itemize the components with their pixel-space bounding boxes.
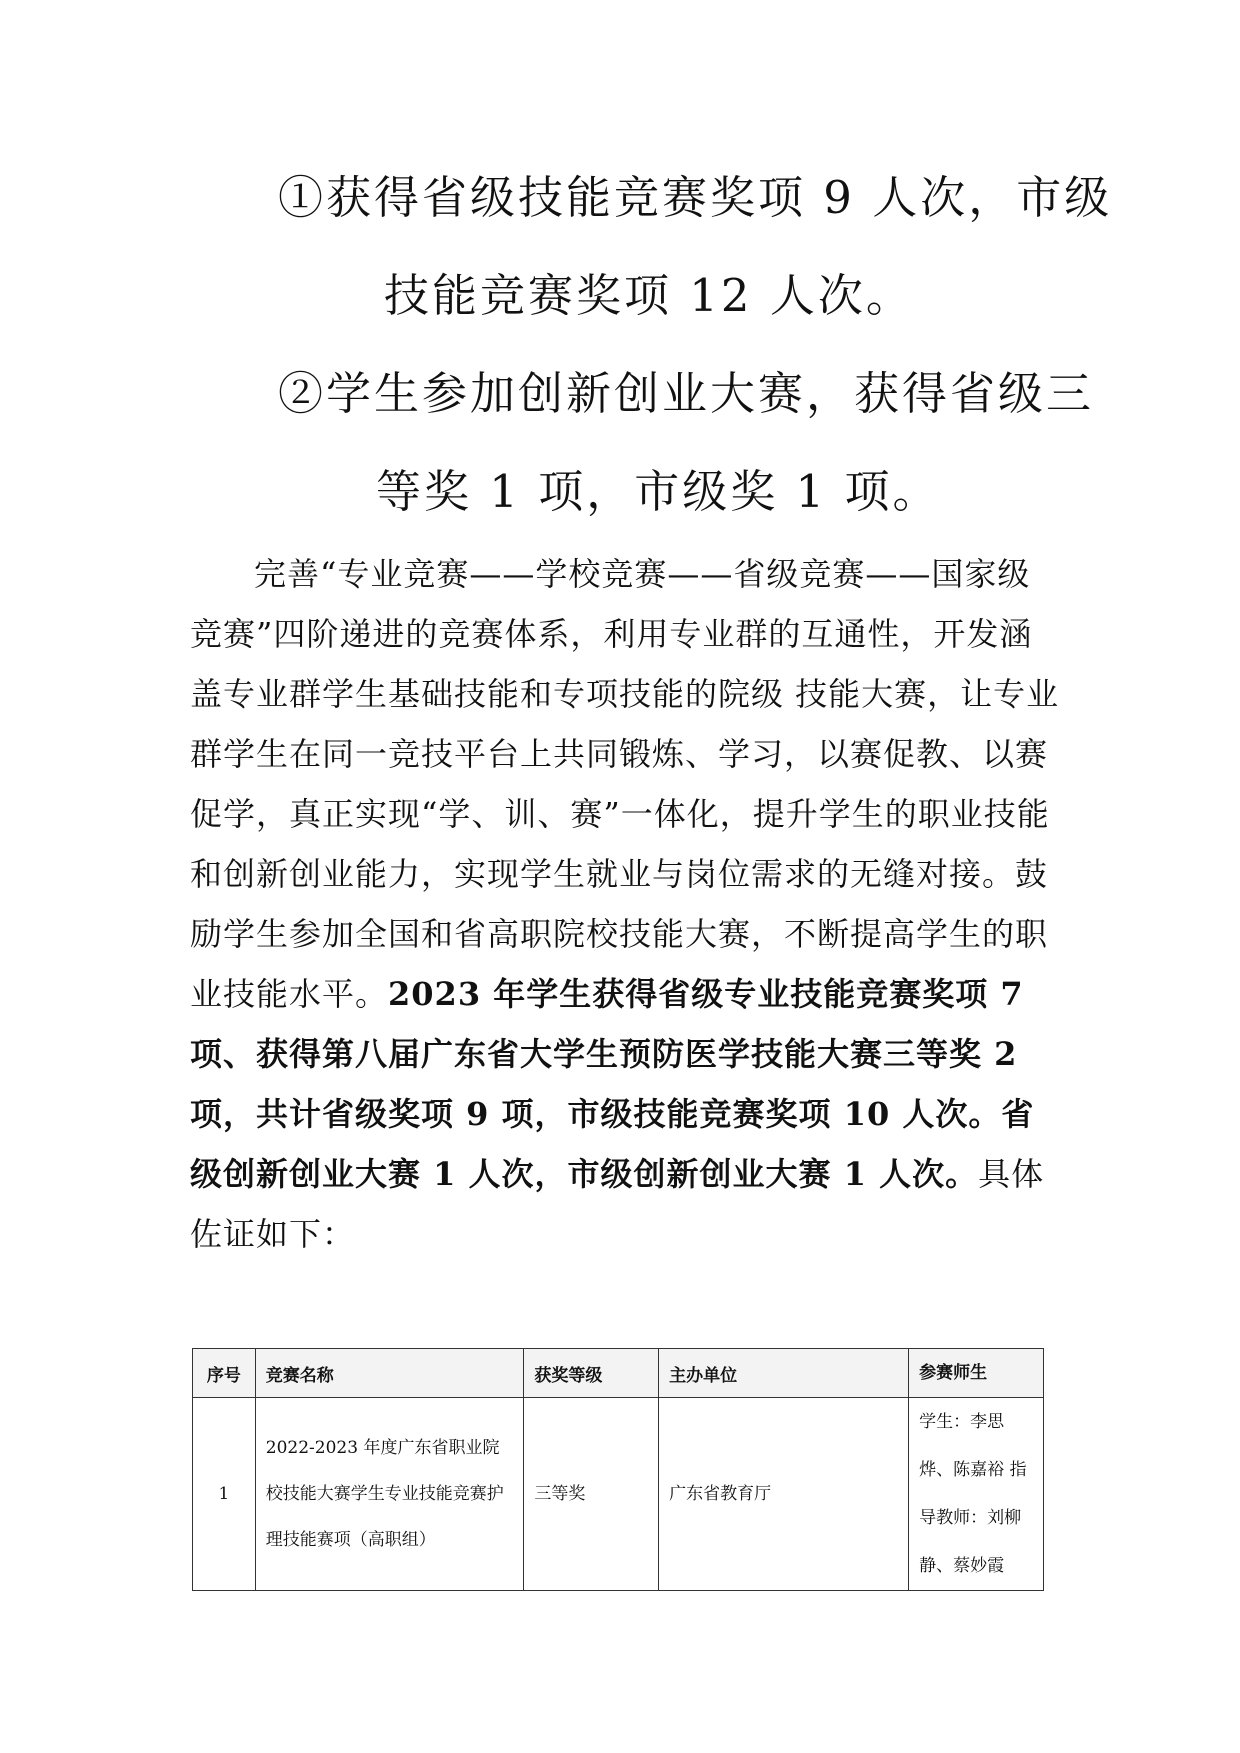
headline-line-1: ①获得省级技能竞赛奖项 9 人次，市级 bbox=[278, 171, 1113, 224]
header-participants: 参赛师生 bbox=[909, 1349, 1044, 1398]
body-paragraph bbox=[190, 544, 1060, 1264]
header-name: 竞赛名称 bbox=[255, 1349, 524, 1398]
awards-table bbox=[192, 1348, 1044, 1591]
paragraph-tail-text: 具体佐证如下： bbox=[190, 1155, 1045, 1253]
headline-line-4: 等奖 1 项，市级奖 1 项。 bbox=[376, 465, 941, 518]
headline-line-2: 技能竞赛奖项 12 人次。 bbox=[384, 269, 914, 322]
table-header-row bbox=[193, 1349, 1044, 1398]
cell-level: 三等奖 bbox=[524, 1398, 659, 1591]
header-level: 获奖等级 bbox=[524, 1349, 659, 1398]
header-organizer: 主办单位 bbox=[659, 1349, 909, 1398]
cell-name: 2022-2023 年度广东省职业院校技能大赛学生专业技能竞赛护理技能赛项（高职组） bbox=[255, 1398, 524, 1591]
headline-line-3: ②学生参加创新创业大赛，获得省级三 bbox=[278, 367, 1095, 420]
cell-organizer: 广东省教育厅 bbox=[659, 1398, 909, 1591]
table-row bbox=[193, 1398, 1044, 1591]
header-no: 序号 bbox=[193, 1349, 256, 1398]
paragraph-bold-text: 2023 年学生获得省级专业技能竞赛奖项 7 项、获得第八届广东省大学生预防医学技能大赛三等奖 2 项，共计省级奖项 9 项，市级技能竞赛奖项 10 人次。省级创新创业大赛 1 人次，市级创新创业大赛 1 人次。 bbox=[190, 975, 1035, 1193]
cell-participants: 学生：李思烨、陈嘉裕 指导教师：刘柳静、蔡妙霞 bbox=[909, 1398, 1044, 1591]
cell-no: 1 bbox=[193, 1398, 256, 1591]
paragraph-normal-text: 完善“专业竞赛——学校竞赛——省级竞赛——国家级竞赛”四阶递进的竞赛体系，利用专业群的互通性，开发涵盖专业群学生基础技能和专项技能的院级 技能大赛，让专业群学生在同一竞技平台上共同锻炼、学习，以赛促教、以赛促学，真正实现“学、训、赛”一体化，提升学生的职业技能和创新创业能力，实现学生就业与岗位需求的无缝对接。鼓励学生参加全国和省高职院校技能大赛，不断提高学生的职业技能水平。 bbox=[190, 555, 1060, 1013]
